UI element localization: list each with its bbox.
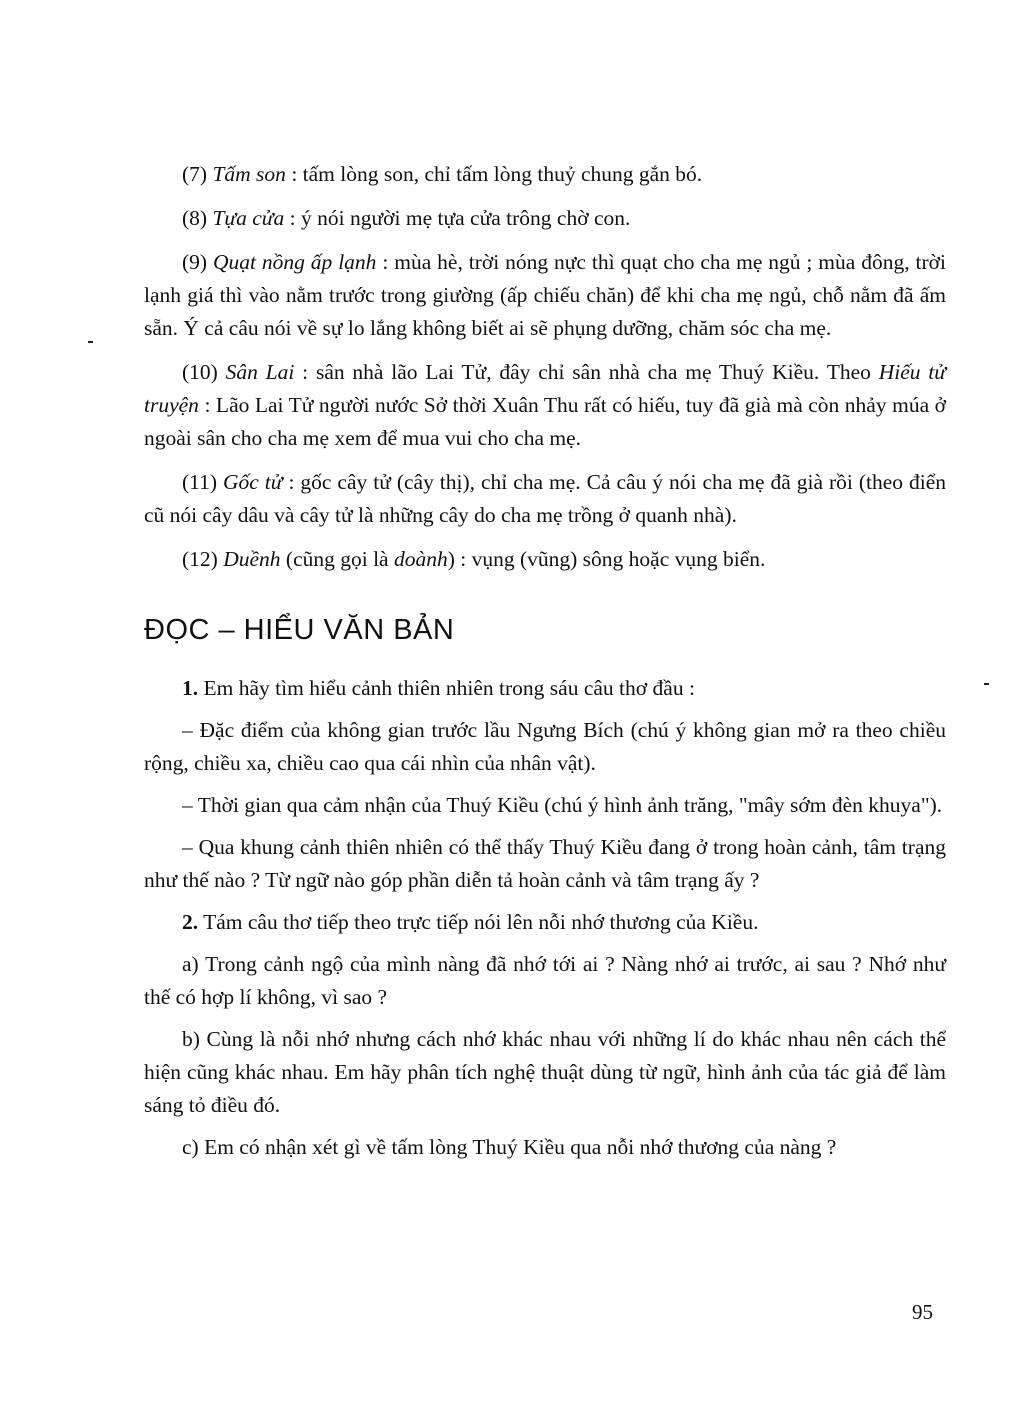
- note-text: : tấm lòng son, chỉ tấm lòng thuỷ chung gắn bó.: [285, 162, 703, 186]
- note-term: Sân Lai: [225, 360, 295, 384]
- section-title: ĐỌC – HIỂU VĂN BẢN: [144, 614, 455, 646]
- question-2-item: a) Trong cảnh ngộ của mình nàng đã nhớ tới ai ? Nàng nhớ ai trước, ai sau ? Nhớ như thế có hợp lí không, vì sao ?: [144, 952, 946, 1009]
- question-1-item: – Qua khung cảnh thiên nhiên có thể thấy Thuý Kiều đang ở trong hoàn cảnh, tâm trạng như thế nào ? Từ ngữ nào góp phần diễn tả hoàn cảnh và tâm trạng ấy ?: [144, 835, 946, 892]
- question-1-item: – Thời gian qua cảm nhận của Thuý Kiều (chú ý hình ảnh trăng, "mây sớm đèn khuya").: [182, 793, 943, 817]
- footnote-7: [144, 158, 946, 191]
- questions: [144, 672, 946, 1164]
- scan-mark: [984, 683, 989, 685]
- question-text: Tám câu thơ tiếp theo trực tiếp nói lên nỗi nhớ thương của Kiều.: [198, 910, 759, 934]
- note-term: Gốc tử: [223, 470, 283, 494]
- page-number: 95: [912, 1300, 933, 1324]
- note-text: : gốc cây tử (cây thị), chỉ cha mẹ. Cả câu ý nói cha mẹ đã già rồi (theo điển cũ nói cây dâu và cây tử là những cây do cha mẹ trồng ở quanh nhà).: [144, 470, 946, 527]
- note-number: (7): [182, 162, 213, 186]
- note-text-continued: ) : vụng (vũng) sông hoặc vụng biển.: [447, 547, 766, 571]
- note-term: Duềnh: [223, 547, 281, 571]
- note-term: Tựa cửa: [212, 206, 285, 230]
- question-1-item: – Đặc điểm của không gian trước lầu Ngưng Bích (chú ý không gian mở ra theo chiều rộng, chiều xa, chiều cao qua cái nhìn của nhân vật).: [144, 718, 946, 775]
- question-number: 1.: [182, 676, 199, 700]
- question-2: [144, 906, 946, 939]
- note-number: (10): [182, 360, 226, 384]
- note-term-source: Hiếu tử truyện: [144, 360, 946, 417]
- note-text: : mùa hè, trời nóng nực thì quạt cho cha mẹ ngủ ; mùa đông, trời lạnh giá thì vào nằm trước trong giường (ấp chiếu chăn) để khi cha mẹ ngủ, chỗ nằm đã ấm sẵn. Ý cả câu nói về sự lo lắng không biết ai sẽ phụng dưỡng, chăm sóc cha mẹ.: [144, 250, 946, 340]
- question-number: 2.: [182, 910, 199, 934]
- note-number: (11): [182, 470, 223, 494]
- note-number: (12): [182, 547, 224, 571]
- footnotes: [144, 158, 946, 576]
- footnote-9: [144, 246, 946, 345]
- note-number: (9): [182, 250, 213, 274]
- note-text: : sân nhà lão Lai Tử, đây chỉ sân nhà cha mẹ Thuý Kiều. Theo: [294, 360, 879, 384]
- note-text: : ý nói người mẹ tựa cửa trông chờ con.: [284, 206, 631, 230]
- footnote-8: [144, 202, 946, 235]
- footnote-11: [144, 466, 946, 532]
- note-term: Quạt nồng ấp lạnh: [212, 250, 377, 274]
- question-1: [144, 672, 946, 705]
- footnote-10: [144, 356, 946, 455]
- question-2-item: c) Em có nhận xét gì về tấm lòng Thuý Kiều qua nỗi nhớ thương của nàng ?: [182, 1135, 837, 1159]
- page-content: [144, 158, 946, 1173]
- note-number: (8): [182, 206, 213, 230]
- question-text: Em hãy tìm hiểu cảnh thiên nhiên trong sáu câu thơ đầu :: [198, 676, 695, 700]
- footnote-12: [144, 543, 946, 576]
- note-text-continued: : Lão Lai Tử người nước Sở thời Xuân Thu rất có hiếu, tuy đã già mà còn nhảy múa ở ngoài sân cho cha mẹ xem để mua vui cho cha mẹ.: [144, 393, 946, 450]
- scan-mark: [88, 341, 93, 343]
- question-2-item: b) Cùng là nỗi nhớ nhưng cách nhớ khác nhau với những lí do khác nhau nên cách thể hiện cũng khác nhau. Em hãy phân tích nghệ thuật dùng từ ngữ, hình ảnh của tác giả để làm sáng tỏ điều đó.: [144, 1027, 946, 1117]
- note-term: Tấm son: [212, 162, 286, 186]
- note-text: (cũng gọi là: [280, 547, 394, 571]
- note-term-alt: doành: [393, 547, 448, 571]
